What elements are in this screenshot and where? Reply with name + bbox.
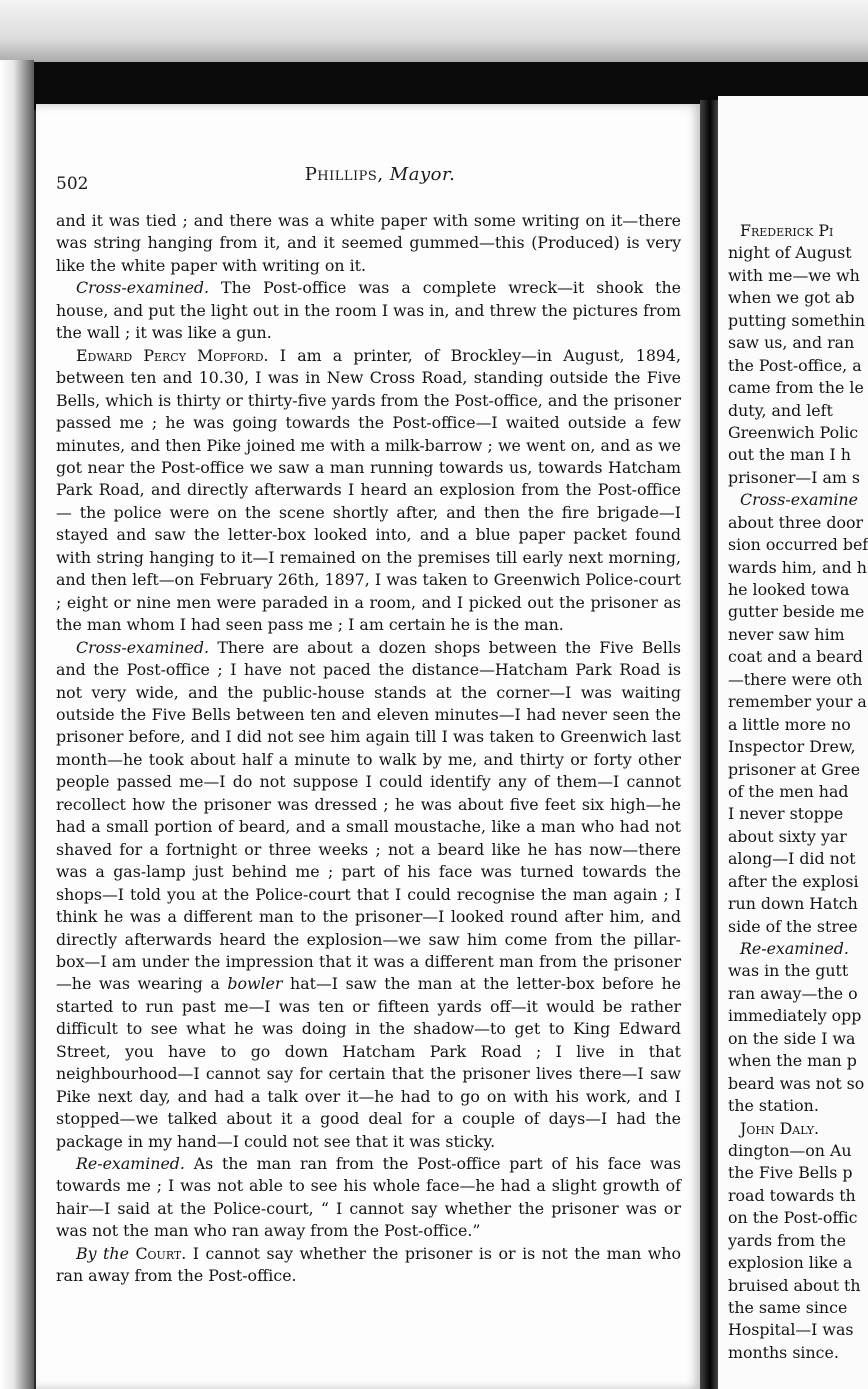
right-page-line: when the man p — [728, 1051, 857, 1071]
right-page-line: Re-examined. — [740, 939, 849, 958]
scan-top-margin — [0, 0, 868, 70]
right-page-line: on the side I wa — [728, 1028, 856, 1048]
right-page-line: after the explosi — [728, 871, 859, 891]
right-page-line: wards him, and h — [728, 557, 867, 577]
right-page-line: with me—we wh — [728, 265, 860, 285]
running-head-title: Mayor. — [389, 164, 456, 185]
paragraph-re-examined: Re-examined. As the man ran from the Post-office part of his face was towards me ; I was not able to see his whole face—he had a slight growth of hair—I said at the Police-court, “ I cannot say whether the prisoner was or was not the man who ran away from the Post-office.” — [56, 1154, 681, 1241]
right-page-line: ran away—the o — [728, 983, 858, 1003]
right-page-line: dington—on Au — [728, 1140, 852, 1160]
cross-examined-label: Cross-examined. — [76, 637, 210, 657]
right-page-line: putting somethin — [728, 310, 866, 330]
right-page-line: road towards th — [728, 1185, 856, 1205]
right-page-line: on the Post-offic — [728, 1208, 858, 1228]
right-page-line: immediately opp — [728, 1006, 862, 1026]
right-page-line: was in the gutt — [728, 961, 849, 981]
cross-examined-label: Cross-examined. — [76, 278, 210, 298]
right-page-line: out the man I h — [728, 445, 851, 465]
right-page-line: of the men had — [728, 781, 849, 801]
right-page-line: along—I did not — [728, 849, 856, 869]
right-page-line: John Daly. — [740, 1118, 820, 1138]
right-page-line: saw us, and ran — [728, 333, 855, 353]
right-page-line: Greenwich Polic — [728, 422, 859, 442]
right-page-line: prisoner—I am s — [728, 467, 860, 487]
paragraph-cross-examined-1: Cross-examined. The Post-office was a complete wreck—it shook the house, and put the light out in the room I was in, and threw the pictures from the wall ; it was like a gun. — [56, 278, 681, 343]
right-page-line: coat and a beard — [728, 647, 863, 667]
paragraph-continuation: and it was tied ; and there was a white paper with some writing on it—there was string hanging from it, and it seemed gummed—this (Produced) is very like the white paper with writing on it. — [56, 211, 681, 275]
witness-name: Edward Percy Mopford. — [76, 345, 269, 365]
right-page-line: the Post-office, a — [728, 355, 862, 375]
paragraph-by-the-court: By the Court. I cannot say whether the prisoner is or is not the man who ran away from the Post-office. — [56, 1243, 681, 1286]
right-page-line: Hospital—I was — [728, 1320, 854, 1340]
running-head — [250, 164, 510, 185]
right-page-line: I never stoppe — [728, 804, 844, 824]
right-page-line: the same since — [728, 1298, 848, 1317]
book-gutter — [700, 100, 720, 1389]
right-page-line: Inspector Drew, — [728, 737, 856, 757]
right-page-line: Cross-examine — [740, 490, 858, 510]
right-page-line: about sixty yar — [728, 826, 847, 846]
right-page-line: run down Hatch — [728, 894, 858, 914]
running-head-name: Phillips, — [304, 164, 384, 185]
right-page-line: prisoner at Gree — [728, 759, 861, 779]
page-number: 502 — [56, 174, 89, 194]
right-page-line: never saw him — [728, 624, 845, 644]
right-page-line: yards from the — [728, 1230, 846, 1250]
right-page-line: night of August — [728, 243, 852, 263]
main-text-column — [56, 210, 681, 1288]
right-page-line: he looked towa — [728, 580, 850, 599]
re-examined-label: Re-examined. — [76, 1154, 185, 1174]
right-page-line: when we got ab — [728, 288, 855, 308]
right-page-line: a little more no — [728, 714, 851, 734]
right-page-line: —there were oth — [728, 669, 863, 689]
right-page-line: side of the stree — [728, 916, 858, 936]
right-page-line: months since. — [728, 1342, 839, 1362]
right-page-line: beard was not so — [728, 1073, 865, 1093]
scan-left-edge — [0, 60, 34, 1389]
paragraph-cross-examined-2: Cross-examined. There are about a dozen shops between the Five Bells and the Post-office ; I have not paced the distance—Hatcham Park Road is not very wide, and the public-house stands at the corner—I was waiting outside the Five Bells between ten and eleven minutes—I had never seen the prisoner before, and I did not see him again till I was taken to Greenwich last month—he took about half a minute to walk by me, and thirty or forty other people passed me—I do not suppose I could identify any of them—I cannot recollect how the prisoner was dressed ; he was about five feet six high—he had a small portion of beard, and a small moustache, like a man who had not shaved for a fortnight or three weeks ; not a beard like he has now—there was a gas-lamp just behind me ; part of his face was turned towards the shops—I told you at the Police-court that I could recognise the man again ; I think he was a different man to the prisoner—I looked round after him, and directly afterwards heard the explosion—we saw him come from the pillar-box—I am under the impression that it was a different man from the prisoner—he was wearing a bowler hat—I saw the man at the letter-box before he started to run past me—I was ten or fifteen yards off—it would be rather difficult to see what he was doing in the shadow—to get to King Edward Street, you have to go down Hatcham Park Road ; I live in that neighbourhood—I cannot say for certain that the prisoner lives there—I saw Pike next day, and had a talk over it—he had to go on with his work, and I stopped—we talked about it a good deal for a couple of days—I had the package in my hand—I could not see that it was sticky. — [56, 637, 682, 1151]
right-page-line: Frederick Pi — [740, 221, 834, 240]
right-page-line: explosion like a — [728, 1253, 853, 1273]
paragraph-mopford-testimony: Edward Percy Mopford. I am a printer, of Brockley—in August, 1894, between ten and 10.30, I was in New Cross Road, standing outside the Five Bells, which is thirty or thirty-five yards from the Post-office, and the prisoner passed me ; he was going towards the Post-office—I waited outside a few minutes, and then Pike joined me with a milk-barrow ; we went on, and as we got near the Post-office we saw a man running towards us, towards Hatcham Park Road, and directly afterwards I heard an explosion from the Post-office — the police were on the scene shortly after, and then the fire brigade—I stayed and saw the letter-box looked into, and a blue paper packet found with string hanging to it—I remained on the premises till early next morning, and then left—on February 26th, 1897, I was taken to Greenwich Police-court ; eight or nine men were paraded in a room, and I picked out the prisoner as the man whom I had seen pass me ; I am certain he is the man. — [56, 345, 681, 635]
right-page-line: the Five Bells p — [728, 1163, 853, 1183]
right-page-line: remember your a — [728, 692, 867, 712]
right-page-line: bruised about th — [728, 1275, 861, 1295]
right-page-line: sion occurred bef — [728, 535, 868, 555]
right-page-text-fragments — [728, 220, 868, 1364]
right-page-line: the station. — [728, 1096, 819, 1116]
right-page-line: gutter beside me — [728, 602, 865, 622]
right-page-line: duty, and left — [728, 400, 833, 420]
right-page-line: about three door — [728, 512, 864, 532]
right-page-line: came from the le — [728, 378, 864, 398]
